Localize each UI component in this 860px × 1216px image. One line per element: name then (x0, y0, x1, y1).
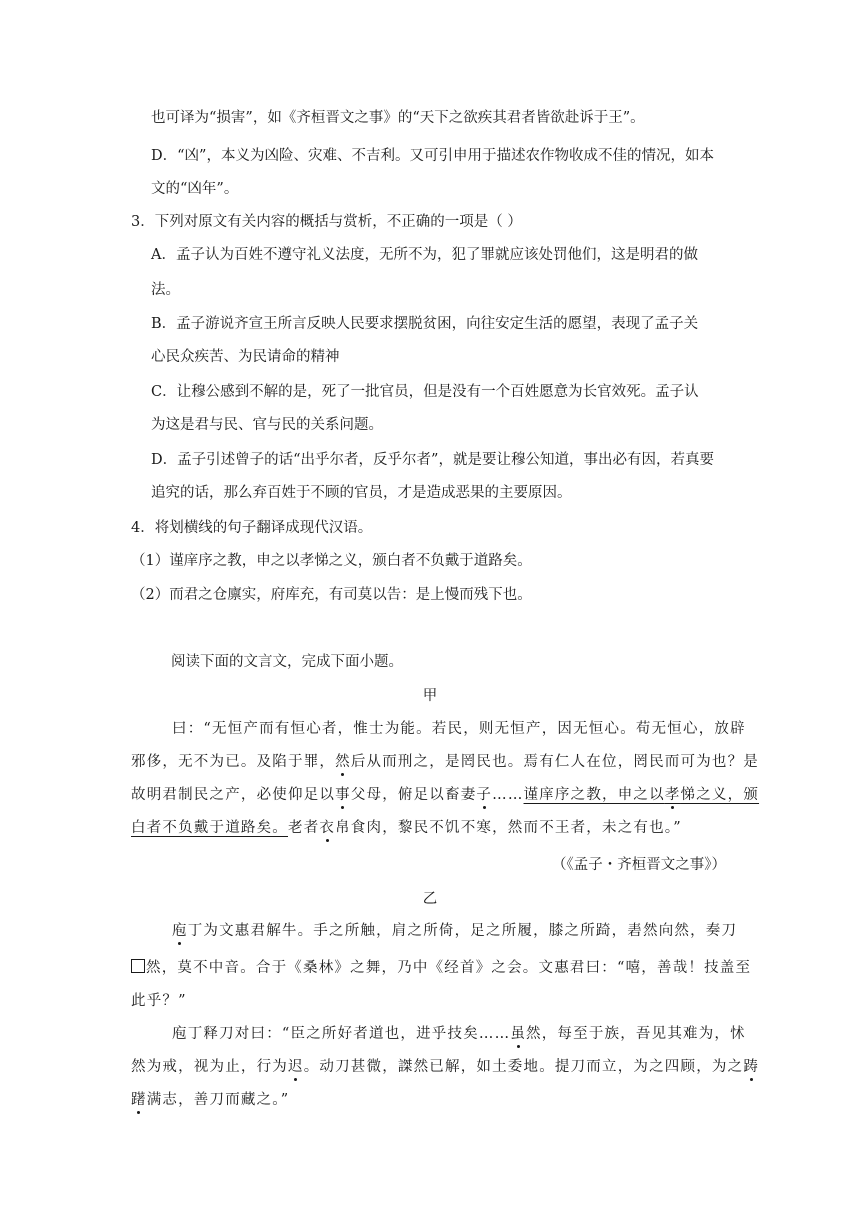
passage-yi-heading: 乙 (422, 891, 438, 907)
passage-jia-line1: 曰：“无恒产而有恒心者，惟士为能。若民，则无恒产，因无恒心。苟无恒心，放辟 (172, 721, 746, 737)
passage-jia-line2: 邪侈，无不为已。及陷于罪，然后从而刑之，是罔民也。焉有仁人在位，罔民而可为也？是 (131, 754, 760, 770)
underlined-sentence: 谨庠序之教，申之以 (523, 787, 665, 803)
dotted-char: 迟 (288, 1059, 304, 1075)
q3-option-b-line1: B．孟子游说齐宣王所言反映人民要求摆脱贫困，向往安定生活的愿望，表现了孟子关 (151, 316, 699, 332)
dotted-char: 衣 (319, 820, 336, 836)
q3-option-a-line2: 法。 (151, 282, 180, 298)
passage-jia-heading: 甲 (422, 688, 438, 704)
passage-jia-source: （《孟子・齐桓晋文之事》） (552, 857, 726, 873)
dotted-char: 虽 (510, 1026, 527, 1042)
option-d-line2: 文的“凶年”。 (151, 181, 239, 197)
dotted-char: 然 (335, 754, 351, 770)
dotted-char: 子 (476, 787, 493, 803)
underlined-sentence: 白者不负戴于道路矣。 (131, 820, 288, 836)
q4-sentence-1: （1）谨庠序之教，申之以孝悌之义，颁白者不负戴于道路矣。 (131, 553, 532, 569)
passage-yi-line3: 此乎？” (131, 993, 187, 1009)
dotted-char: 躇 (131, 1092, 147, 1108)
q3-option-d-line2: 追究的话，那么弃百姓于不顾的官员，才是造成恶果的主要原因。 (151, 485, 572, 501)
blank-box (131, 959, 145, 973)
answer-c-continuation: 也可译为“损害”，如《齐桓晋文之事》的“天下之欲疾其君者皆欲赴诉于王”。 (151, 110, 645, 126)
q3-option-b-line2: 心民众疾苦、为民请命的精神 (151, 349, 340, 365)
reading-instruction: 阅读下面的文言文，完成下面小题。 (171, 654, 403, 670)
option-d-line1: D．“凶”，本义为凶险、灾难、不吉利。又可引申用于描述农作物收成不佳的情况，如本 (151, 148, 714, 164)
passage-yi-line1: 庖丁为文惠君解牛。手之所触，肩之所倚，足之所履，膝之所踦，砉然向然，奏刀 (172, 923, 738, 939)
question-3-stem: 3．下列对原文有关内容的概括与赏析，不正确的一项是（ ） (131, 214, 522, 230)
passage-jia-line3: 故明君制民之产，必使仰足以事父母，俯足以畜妻子……谨庠序之教，申之以孝悌之义，颁 (131, 787, 760, 803)
dotted-char: 孝 (664, 787, 681, 803)
passage-yi-line5: 然为戒，视为止，行为迟。动刀甚微，謋然已解，如土委地。提刀而立，为之四顾，为之踌 (131, 1059, 760, 1075)
dotted-char: 事 (335, 787, 351, 803)
underlined-sentence: 悌之义，颁 (680, 787, 760, 803)
q3-option-a-line1: A．孟子认为百姓不遵守礼义法度，无所不为，犯了罪就应该处罚他们，这是明君的做 (151, 247, 698, 263)
passage-yi-line2: 然，莫不中音。合于《桑林》之舞，乃中《经首》之会。文惠君曰：“嘻，善哉！技盖至 (131, 958, 751, 978)
passage-yi-line6: 躇满志，善刀而藏之。” (131, 1092, 290, 1108)
dotted-char: 踌 (743, 1059, 760, 1075)
q4-sentence-2: （2）而君之仓廪实，府库充，有司莫以告：是上慢而残下也。 (131, 587, 532, 603)
question-4-stem: 4．将划横线的句子翻译成现代汉语。 (131, 520, 373, 536)
q3-option-d-line1: D．孟子引述曾子的话“出乎尔者，反乎尔者”，就是要让穆公知道，事出必有因，若真要 (151, 452, 714, 468)
passage-yi-line4: 庖丁释刀对曰：“臣之所好者道也，进乎技矣……虽然，每至于族，吾见其难为，怵 (172, 1026, 746, 1042)
q3-option-c-line2: 为这是君与民、官与民的关系问题。 (151, 417, 383, 433)
dotted-char: 庖 (172, 923, 188, 939)
q3-option-c-line1: C．让穆公感到不解的是，死了一批官员，但是没有一个百姓愿意为长官效死。孟子认 (151, 384, 699, 400)
passage-jia-line4: 白者不负戴于道路矣。老者衣帛食肉，黎民不饥不寒，然而不王者，未之有也。” (131, 820, 682, 836)
